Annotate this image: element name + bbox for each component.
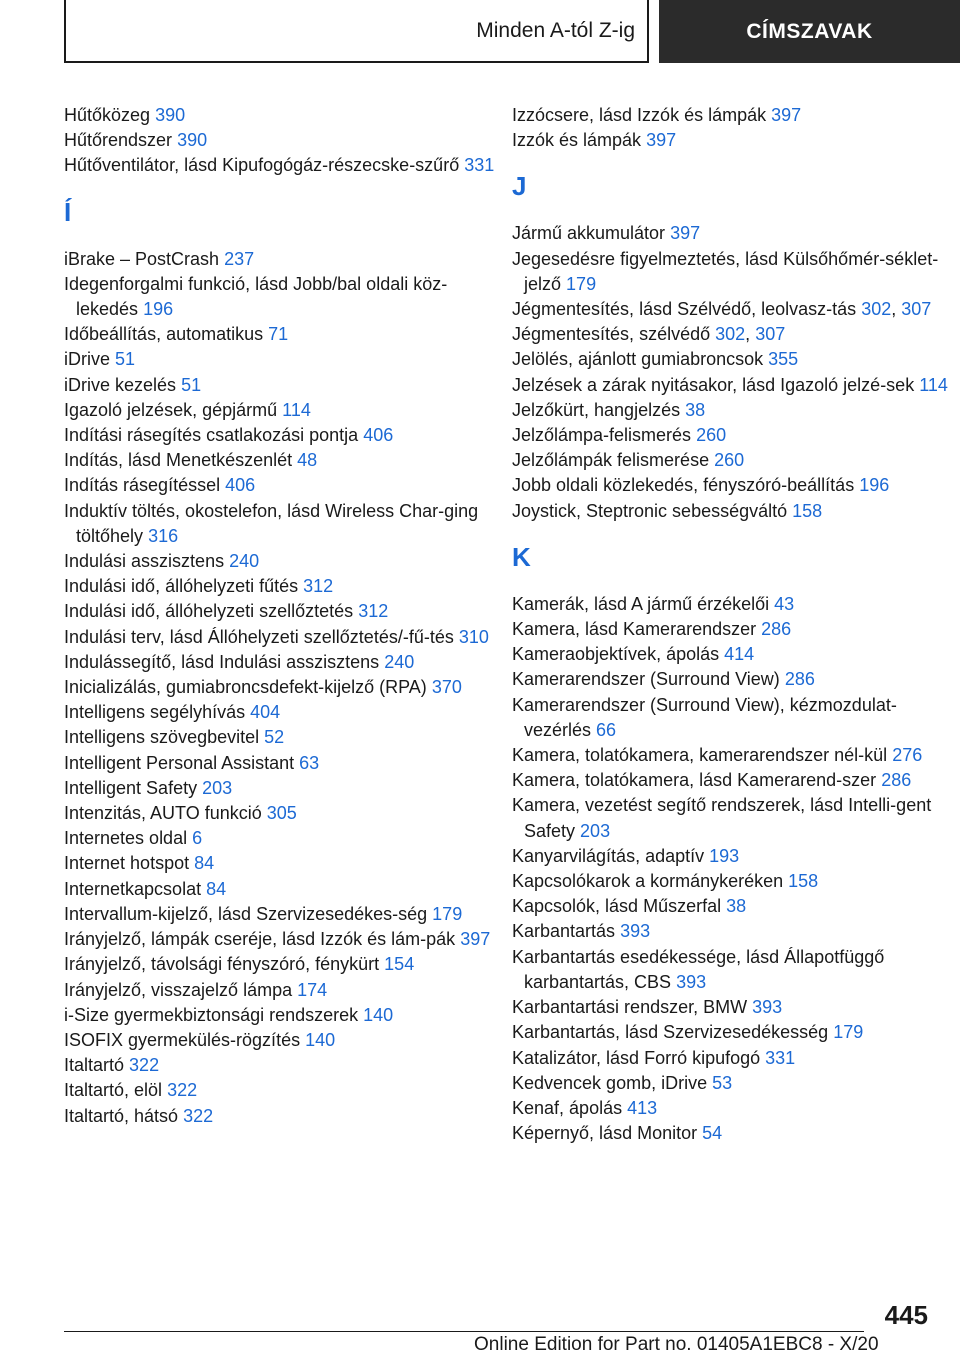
index-entry-term: i-Size gyermekbiztonsági rendszerek [64, 1004, 359, 1025]
index-entry [64, 1053, 504, 1078]
index-entry [64, 322, 504, 347]
page-reference-link[interactable]: 322 [129, 1055, 160, 1076]
index-entry-term: Italtartó, hátsó [64, 1105, 179, 1126]
index-entry [64, 247, 504, 272]
index-entry [64, 952, 504, 977]
page-reference-link[interactable]: 179 [432, 903, 463, 924]
page-reference-link[interactable]: 38 [726, 896, 747, 917]
page-reference-link[interactable]: 114 [919, 374, 948, 395]
page-reference-link[interactable]: 196 [859, 475, 890, 496]
index-entry-term: Kameraobjektívek, ápolás [512, 644, 720, 665]
page-reference-link[interactable]: 154 [384, 954, 415, 975]
index-entry-term: iBrake – PostCrash [64, 248, 220, 269]
index-entry [512, 1020, 952, 1045]
page-reference-link[interactable]: 193 [709, 845, 740, 866]
index-entry-term: Indulási terv, lásd Állóhelyzeti szellőztetés/-fű-tés [64, 626, 454, 647]
index-entry [512, 945, 952, 995]
page-number: 445 [884, 1300, 928, 1330]
page-reference-link[interactable]: 414 [724, 644, 755, 665]
index-entry-term: Időbeállítás, automatikus [64, 324, 264, 345]
index-entry [512, 103, 952, 128]
index-entry-term: Indulássegítő, lásd Indulási asszisztens [64, 651, 380, 672]
index-entry-term: Indulási idő, állóhelyzeti szellőztetés [64, 601, 354, 622]
index-entry [64, 902, 504, 927]
index-entry-term: Joystick, Steptronic sebességváltó [512, 500, 788, 521]
page-reference-link[interactable]: 240 [384, 651, 415, 672]
index-entry [64, 373, 504, 398]
index-entry-term: Kapcsolókarok a kormánykeréken [512, 871, 784, 892]
page-reference-link[interactable]: 53 [712, 1072, 733, 1093]
page-reference-link[interactable]: 322 [167, 1080, 198, 1101]
tab-a-to-z-label: Minden A-tól Z-ig [476, 18, 635, 42]
index-entry [512, 247, 952, 297]
page-reference-link[interactable]: 63 [299, 752, 320, 773]
index-entry [512, 642, 952, 667]
page-reference-link[interactable]: 406 [225, 475, 256, 496]
page-reference-link[interactable]: 276 [892, 745, 923, 766]
index-entry-term: Idegenforgalmi funkció, lásd Jobb/bal oldali köz-lekedés [64, 273, 448, 320]
index-column-left [64, 103, 504, 1129]
index-entry: Jégmentesítés, szélvédő 302, 307 [512, 324, 786, 345]
index-entry [512, 1071, 952, 1096]
index-entry [512, 894, 952, 919]
index-entry [512, 793, 952, 843]
page-reference-link[interactable]: 71 [268, 324, 289, 345]
index-entry-term: Internetes oldal [64, 828, 188, 849]
page-reference-link[interactable]: 203 [580, 820, 611, 841]
index-entry-term: Karbantartási rendszer, BMW [512, 997, 748, 1018]
page-reference-link[interactable]: 179 [566, 273, 597, 294]
page-reference-link[interactable]: 404 [250, 702, 281, 723]
index-entry-term: Kamera, vezetést segítő rendszerek, lásd Intelli-gent Safety [512, 795, 932, 841]
index-entry [64, 650, 504, 675]
page-reference-link[interactable]: 393 [620, 921, 651, 942]
index-entry-term: Képernyő, lásd Monitor [512, 1123, 698, 1144]
page-reference-link[interactable]: 355 [768, 349, 799, 370]
index-entry-term: Jelzőlámpa-felismerés [512, 425, 692, 446]
index-entry-term: Kamerarendszer (Surround View) [512, 669, 780, 690]
index-entry [64, 1078, 504, 1103]
page-reference-link[interactable]: 370 [431, 677, 462, 698]
index-entry-term: Internet hotspot [64, 853, 190, 874]
index-entry-term: Jégmentesítés, lásd Szélvédő, leolvasz-tás [512, 299, 857, 320]
index-entry [64, 776, 504, 801]
page-reference-link[interactable]: 331 [464, 155, 495, 176]
index-entry [64, 128, 504, 153]
index-entry-term: Izzócsere, lásd Izzók és lámpák [512, 105, 767, 125]
index-entry-term: Irányjelző, visszajelző lámpa [64, 979, 293, 1000]
page-reference-link[interactable]: 393 [676, 971, 707, 992]
page-reference-link[interactable]: 84 [206, 878, 227, 899]
index-entry-term: Jelölés, ajánlott gumiabroncsok [512, 349, 764, 370]
index-entry [64, 625, 504, 650]
index-entry-term: iDrive [64, 349, 111, 370]
index-entry-term: Irányjelző, távolsági fényszóró, fénykürt [64, 954, 380, 975]
index-entry-term: Hűtőventilátor, lásd Kipufogógáz-részecske-szűrő [64, 155, 460, 176]
page-reference-link[interactable]: 260 [696, 425, 727, 446]
index-entry-term: Intenzitás, AUTO funkció [64, 803, 262, 824]
index-entry [512, 869, 952, 894]
page-reference-link[interactable]: 140 [305, 1029, 336, 1050]
index-entry-term: Kamerarendszer (Surround View), kézmozdulat-vezérlés [512, 694, 897, 740]
index-entry-term: Karbantartás, lásd Szervizesedékesség [512, 1022, 829, 1043]
index-entry-term: Intelligens szövegbevitel [64, 727, 260, 748]
page-reference-link[interactable]: 397 [646, 130, 677, 151]
footer-edition: Online Edition for Part no. 01405A1EBC8 - X/20 [474, 1334, 879, 1355]
index-entry-term: Indítási rásegítés csatlakozási pontja [64, 425, 359, 446]
index-entry-term: Jobb oldali közlekedés, fényszóró-beállítás [512, 475, 855, 496]
index-entry [64, 347, 504, 372]
index-entry-term: Italtartó [64, 1055, 125, 1076]
index-entry [512, 919, 952, 944]
index-entry-term: Inicializálás, gumiabroncsdefekt-kijelző (RPA) [64, 677, 427, 698]
page-reference-link[interactable]: 52 [264, 727, 285, 748]
index-entry [64, 574, 504, 599]
index-entry-term: Internetkapcsolat [64, 878, 202, 899]
page-reference-link[interactable]: 390 [155, 105, 186, 125]
index-entry [512, 473, 952, 498]
page-reference-link[interactable]: 54 [702, 1123, 723, 1144]
page-reference-link[interactable]: 413 [627, 1097, 658, 1118]
page-reference-link[interactable]: 393 [752, 997, 783, 1018]
index-entry-term: Indulási idő, állóhelyzeti fűtés [64, 576, 299, 597]
index-entry [512, 844, 952, 869]
index-entry [512, 995, 952, 1020]
page-reference-link[interactable]: 237 [224, 248, 255, 269]
index-entry [64, 725, 504, 750]
index-entry-term: Intelligent Safety [64, 777, 198, 798]
page-reference-link[interactable]: 179 [833, 1022, 864, 1043]
tab-keywords-label: CÍMSZAVAK [746, 19, 873, 43]
index-entry-term: ISOFIX gyermekülés-rögzítés [64, 1029, 301, 1050]
tab-keywords[interactable] [659, 0, 960, 63]
page-reference-link[interactable]: 307 [901, 299, 932, 320]
index-entry-term: Jármű akkumulátor [512, 223, 666, 244]
index-entry [64, 851, 504, 876]
index-entry [64, 103, 504, 128]
index-entry-term: iDrive kezelés [64, 374, 177, 395]
index-entry [64, 549, 504, 574]
index-entry [64, 927, 504, 952]
index-entry [64, 751, 504, 776]
page-reference-link[interactable]: 38 [685, 399, 706, 420]
page-reference-link[interactable]: 84 [194, 853, 215, 874]
page-reference-link[interactable]: 48 [297, 450, 318, 471]
index-entry [512, 448, 952, 473]
index-entry-term: Kanyarvilágítás, adaptív [512, 845, 705, 866]
index-entry [512, 667, 952, 692]
index-entry [64, 877, 504, 902]
page-reference-link[interactable]: 390 [177, 130, 208, 151]
index-entry [64, 1028, 504, 1053]
page-reference-link[interactable]: 397 [670, 223, 701, 244]
index-entry-term: Indulási asszisztens [64, 551, 225, 572]
index-entry [512, 373, 952, 398]
index-entry-term: Induktív töltés, okostelefon, lásd Wireless Char-ging töltőhely [64, 500, 479, 546]
index-entry-term: Katalizátor, lásd Forró kipufogó [512, 1047, 761, 1068]
index-entry [512, 221, 952, 246]
page-reference-link[interactable]: 322 [183, 1105, 214, 1126]
index-entry [512, 1096, 952, 1121]
index-entry [512, 617, 952, 642]
index-entry [64, 398, 504, 423]
index-letter-heading: K [512, 541, 531, 572]
index-entry-term: Intelligens segélyhívás [64, 702, 246, 723]
index-entry [64, 599, 504, 624]
page-reference-link[interactable]: 51 [181, 374, 202, 395]
page-reference-link[interactable]: 286 [761, 619, 792, 640]
index-entry-term: Irányjelző, lámpák cseréje, lásd Izzók és lám-pák [64, 929, 456, 950]
tab-a-to-z[interactable] [64, 0, 649, 63]
index-entry-term: Karbantartás [512, 921, 616, 942]
page-reference-link[interactable]: 240 [229, 551, 260, 572]
index-entry [512, 1121, 952, 1146]
footer-divider [64, 1331, 864, 1332]
index-entry-term: Intervallum-kijelző, lásd Szervizesedékes-ség [64, 903, 428, 924]
page-reference-link[interactable]: 286 [881, 770, 912, 791]
index-entry [64, 423, 504, 448]
page-reference-link[interactable]: 286 [784, 669, 815, 690]
index-entry [64, 801, 504, 826]
index-entry-term: Jelzőlámpák felismerése [512, 450, 710, 471]
page-reference-link[interactable]: 316 [148, 525, 179, 546]
page-reference-link[interactable]: 397 [771, 105, 802, 125]
index-entry-term: Jégmentesítés, szélvédő [512, 324, 711, 345]
index-letter-heading: J [512, 171, 527, 202]
index-entry [64, 826, 504, 851]
page-reference-link[interactable]: 158 [792, 500, 823, 521]
page-reference-link[interactable]: 51 [115, 349, 136, 370]
index-entry-term: Indítás rásegítéssel [64, 475, 221, 496]
index-entry-term: Izzók és lámpák [512, 130, 642, 151]
page-reference-link[interactable]: 66 [596, 719, 617, 740]
index-entry-term: Kapcsolók, lásd Műszerfal [512, 896, 722, 917]
index-entry-term: Kamera, tolatókamera, lásd Kamerarend-szer [512, 770, 877, 791]
index-entry-term: Igazoló jelzések, gépjármű [64, 399, 278, 420]
page-reference-link[interactable]: 302 [715, 324, 746, 345]
index-entry [64, 473, 504, 498]
index-entry-term: Karbantartás esedékessége, lásd Állapotfüggő karbantartás, CBS [512, 946, 885, 992]
page-reference-link[interactable]: 6 [192, 828, 203, 849]
index-entry-term: Hűtőrendszer [64, 130, 173, 151]
index-entry [64, 499, 504, 549]
index-entry [512, 743, 952, 768]
index-entry [512, 347, 952, 372]
page-reference-link[interactable]: 203 [202, 777, 233, 798]
index-entry-term: Kamerák, lásd A jármű érzékelői [512, 593, 770, 614]
page-reference-link[interactable]: 174 [297, 979, 328, 1000]
index-entry [512, 693, 952, 743]
index-entry-term: Jelzőkürt, hangjelzés [512, 399, 681, 420]
index-entry [512, 592, 952, 617]
index-entry [512, 499, 952, 524]
index-entry: Jégmentesítés, lásd Szélvédő, leolvasz-tás 302, 307 [512, 299, 932, 320]
page-reference-link[interactable]: 307 [755, 324, 786, 345]
index-entry-term: Jelzések a zárak nyitásakor, lásd Igazoló jelzé-sek [512, 374, 915, 395]
page-reference-link[interactable]: 196 [143, 299, 174, 320]
page-reference-link[interactable]: 302 [861, 299, 892, 320]
index-entry [64, 978, 504, 1003]
page-reference-link[interactable]: 43 [774, 593, 795, 614]
page-reference-link[interactable]: 305 [266, 803, 297, 824]
index-column-right [512, 103, 952, 1146]
index-entry [512, 423, 952, 448]
index-entry-term: Kenaf, ápolás [512, 1097, 623, 1118]
index-entry [512, 398, 952, 423]
index-entry [64, 153, 504, 178]
page-reference-link[interactable]: 158 [788, 871, 819, 892]
index-entry [64, 448, 504, 473]
index-entry-term: Indítás, lásd Menetkészenlét [64, 450, 293, 471]
page-reference-link[interactable]: 310 [458, 626, 489, 647]
index-letter-heading: Í [64, 196, 72, 227]
index-entry-term: Jegesedésre figyelmeztetés, lásd Külsőhőmér-séklet-jelző [512, 248, 939, 294]
index-entry-term: Kedvencek gomb, iDrive [512, 1072, 708, 1093]
index-entry [64, 700, 504, 725]
page-reference-link[interactable]: 312 [358, 601, 389, 622]
page-reference-link[interactable]: 312 [303, 576, 334, 597]
index-entry-term: Hűtőközeg [64, 105, 151, 125]
page-reference-link[interactable]: 260 [714, 450, 745, 471]
index-entry [512, 128, 952, 153]
index-entry [64, 675, 504, 700]
index-entry [512, 1046, 952, 1071]
page-reference-link[interactable]: 331 [765, 1047, 796, 1068]
index-entry-term: Kamera, tolatókamera, kamerarendszer nél-kül [512, 745, 888, 766]
index-entry [64, 1104, 504, 1129]
index-entry [512, 768, 952, 793]
index-entry-term: Kamera, lásd Kamerarendszer [512, 619, 757, 640]
page-reference-link[interactable]: 114 [282, 399, 311, 420]
index-entry [64, 272, 504, 322]
index-entry-term: Italtartó, elöl [64, 1080, 163, 1101]
index-entry [64, 1003, 504, 1028]
index-entry-term: Intelligent Personal Assistant [64, 752, 295, 773]
page-reference-link[interactable]: 397 [460, 929, 491, 950]
page-reference-link[interactable]: 140 [363, 1004, 394, 1025]
page-reference-link[interactable]: 406 [363, 425, 394, 446]
